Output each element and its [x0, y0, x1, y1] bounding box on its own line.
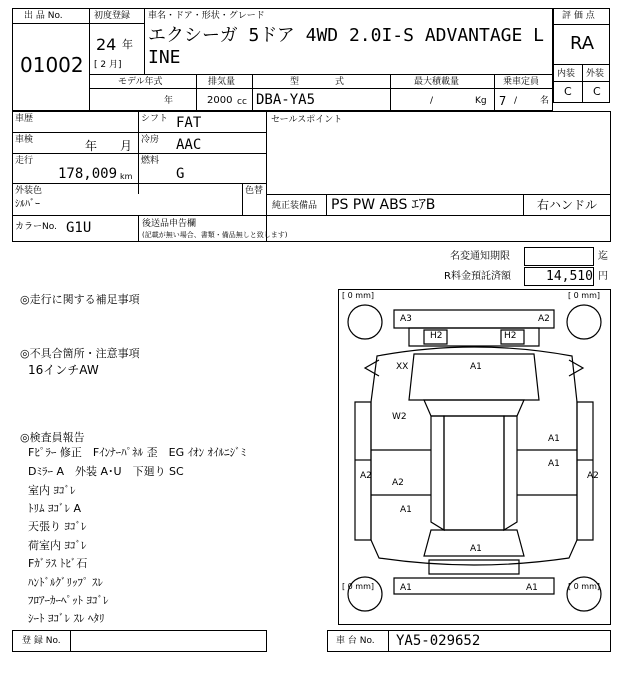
color-no-value: G1U — [66, 220, 92, 236]
lot-label: 出 品 No. — [24, 11, 63, 21]
details-row-4 — [266, 194, 611, 195]
displacement-value: 2000 — [207, 95, 233, 106]
notice-label: 名変通知期限 — [450, 251, 510, 262]
car-name-line1: エクシーガ 5ドア 4WD 2.0I-S ADVANTAGE L — [148, 25, 545, 46]
chassis-label: 車 台 No. — [336, 636, 375, 646]
name-divider — [144, 8, 145, 74]
fuel-value: G — [176, 166, 185, 182]
displacement-label: 排気量 — [208, 77, 236, 87]
tire-depth-front-left: [ 0 mm] — [342, 291, 375, 300]
shift-label: シフト — [141, 114, 169, 124]
mark-hood: A1 — [470, 362, 482, 372]
exterior-label: 外装 — [586, 69, 605, 79]
inspection-month: 月 — [120, 139, 133, 153]
exterior-score: C — [593, 85, 601, 98]
spec-mid-line — [89, 88, 553, 89]
docs-label: 後送品申告欄 — [142, 219, 197, 229]
inspection-year: 年 — [85, 139, 98, 153]
driving-notes-title: ◎走行に関する補足事項 — [20, 293, 140, 306]
mark-side-left: A2 — [360, 471, 372, 481]
mark-door-left: A2 — [392, 478, 404, 488]
handle-div — [523, 194, 524, 215]
first-reg-month: [ 2 月] — [94, 60, 122, 70]
first-reg-year-unit: 年 — [122, 38, 133, 51]
interior-score: C — [564, 85, 572, 98]
inspector-line-2: Dﾐﾗｰ A 外装 A･U 下廻り SC — [28, 465, 184, 478]
recycle-value: 14,510 — [546, 269, 593, 284]
model-year-unit: 年 — [164, 96, 174, 106]
mark-rear-bumper-right: A1 — [526, 583, 538, 593]
notice-box — [524, 247, 594, 266]
spec-top-line — [89, 74, 553, 75]
reg-no-label: 登 録 No. — [22, 636, 61, 646]
spec-div-3 — [390, 74, 391, 111]
ac-label: 冷房 — [141, 135, 160, 145]
inspector-line-4: ﾄﾘﾑ ﾖｺﾞﾚ A — [28, 502, 82, 515]
mark-headlight-right: H2 — [504, 331, 517, 341]
eval-split — [582, 64, 583, 103]
equipment-value: PS PW ABS ｴｱB — [331, 197, 436, 213]
max-load-slash: / — [430, 96, 434, 106]
model-code: DBA-YA5 — [256, 92, 316, 108]
defects-line-1: 16インチAW — [28, 363, 99, 377]
mileage-label: 走行 — [15, 156, 34, 166]
eval-label: 評 価 点 — [562, 11, 595, 21]
inspector-line-10: ｼｰﾄ ﾖｺﾞﾚ ｽﾚ ﾍﾀﾘ — [28, 612, 105, 625]
mark-door-right-front: A1 — [548, 434, 560, 444]
car-diagram — [338, 289, 611, 625]
history-label: 車歴 — [15, 114, 34, 124]
inspector-line-6: 荷室内 ﾖｺﾞﾚ — [28, 539, 87, 552]
mark-front-bumper-left: A3 — [400, 314, 412, 324]
inspector-line-5: 天張り ﾖｺﾞﾚ — [28, 520, 87, 533]
details-row-1 — [12, 132, 266, 133]
inspector-line-8: ﾊﾝﾄﾞﾙｸﾞﾘｯﾌﾟ ｽﾚ — [28, 576, 103, 589]
mark-rear-left: A1 — [400, 505, 412, 515]
model-year-label: モデル年式 — [118, 77, 163, 87]
inspector-line-3: 室内 ﾖｺﾞﾚ — [28, 484, 76, 497]
eval-score: RA — [570, 33, 595, 54]
notice-unit: 迄 — [598, 251, 608, 262]
recycle-label: R料金預託済額 — [444, 271, 511, 282]
car-name-label: 車名・ドア・形状・グレード — [148, 11, 265, 21]
eval-label-line — [553, 24, 610, 25]
lot-number: 01002 — [20, 53, 84, 77]
max-load-unit: Kg — [475, 96, 487, 106]
mark-rear-body: A1 — [470, 544, 482, 554]
first-reg-label: 初度登録 — [94, 11, 131, 21]
mark-rear-bumper-left: A1 — [400, 583, 412, 593]
details-row-5 — [12, 215, 611, 216]
mark-headlight-left: H2 — [430, 331, 443, 341]
details-row-2 — [12, 153, 266, 154]
inspector-line-7: Fｶﾞﾗｽ ﾄﾋﾞ石 — [28, 557, 88, 570]
inspection-label: 車検 — [15, 135, 34, 145]
eval-sub-line — [553, 81, 610, 82]
mark-fender-front-left: XX — [396, 362, 409, 372]
reg-no-div — [70, 630, 71, 652]
inspector-title: ◎検査員報告 — [20, 431, 85, 444]
fuel-label: 燃料 — [141, 156, 160, 166]
tire-depth-rear-left: [ 0 mm] — [342, 582, 375, 591]
shift-value: FAT — [176, 115, 202, 131]
details-div-b — [266, 111, 267, 242]
mark-door-right-rear: A1 — [548, 459, 560, 469]
details-row-3 — [12, 183, 266, 184]
chassis-div — [388, 630, 389, 652]
defects-title: ◎不具合箇所・注意事項 — [20, 347, 140, 360]
recycle-unit: 円 — [598, 271, 608, 282]
color-no-div — [138, 215, 139, 242]
docs-note: (記載が無い場合、書類・備品無しと致します) — [142, 231, 288, 239]
car-name-line2: INE — [148, 47, 181, 68]
capacity-slash: / — [514, 96, 518, 106]
ext-color-value: ｼﾙﾊﾞｰ — [15, 199, 40, 210]
first-reg-year: 24 — [96, 35, 117, 54]
mark-side-right: A2 — [587, 471, 599, 481]
equipment-label: 純正装備品 — [272, 201, 318, 211]
spec-div-4 — [494, 74, 495, 111]
capacity-value: 7 — [499, 94, 507, 108]
ac-value: AAC — [176, 137, 202, 153]
tire-depth-rear-right: [ 0 mm] — [568, 582, 601, 591]
model-code-label: 型 式 — [290, 77, 345, 87]
car-outline-svg — [339, 290, 610, 624]
equipment-div — [326, 194, 327, 215]
spec-div-2 — [252, 74, 253, 111]
mark-front-bumper-right: A2 — [538, 314, 550, 324]
capacity-unit: 名 — [540, 96, 550, 106]
inspector-line-9: ﾌﾛｱｰｶｰﾍﾟｯﾄ ﾖｺﾞﾚ — [28, 594, 109, 607]
color-change-div — [242, 183, 243, 215]
color-no-label: カラーNo. — [15, 222, 57, 232]
max-load-label: 最大積載量 — [414, 77, 460, 87]
capacity-label: 乗車定員 — [503, 77, 540, 87]
inspector-line-1: Fﾋﾟﾗｰ 修正 Fｲﾝﾅｰﾊﾟﾈﾙ 歪 EG ｲｵﾝ ｵｲﾙﾆｼﾞﾐ — [28, 446, 247, 459]
ext-color-label: 外装色 — [15, 186, 43, 196]
mileage-unit: km — [120, 172, 133, 181]
mileage-value: 178,009 — [58, 166, 118, 182]
handle-value: 右ハンドル — [537, 198, 598, 212]
tire-depth-front-right: [ 0 mm] — [568, 291, 601, 300]
chassis-value: YA5-029652 — [396, 633, 481, 649]
color-change-label: 色替 — [245, 186, 264, 196]
spec-div-1 — [196, 74, 197, 111]
displacement-unit: cc — [237, 97, 247, 107]
sales-point-label: セールスポイント — [271, 115, 343, 125]
interior-label: 内装 — [557, 69, 576, 79]
mark-pillar-left: W2 — [392, 412, 407, 422]
